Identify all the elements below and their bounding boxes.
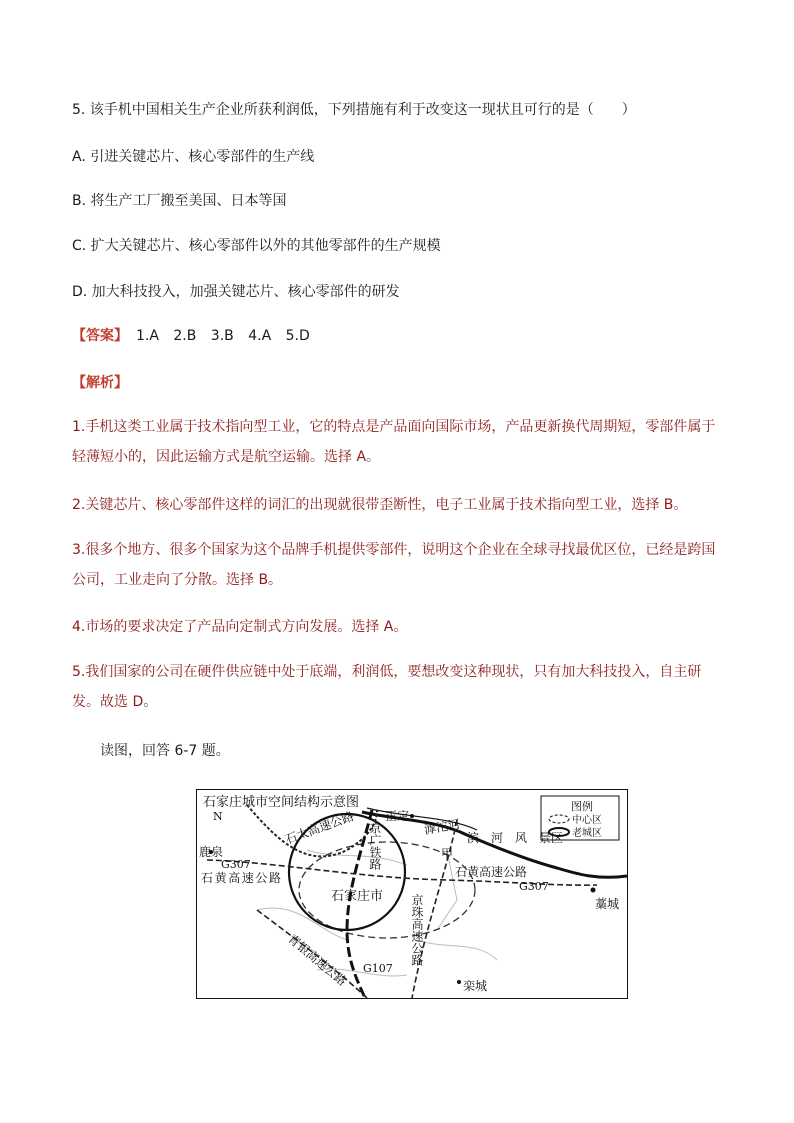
zhengding-dot — [410, 814, 414, 818]
map-intro: 读图，回答 6-7 题。 — [100, 743, 230, 759]
analysis-paragraph-5: 5.我们国家的公司在硬件供应链中处于底端，利润低，要想改变这种现状，只有加大科技投入，自主研发。故选 D。 — [72, 664, 702, 710]
answer-line — [72, 326, 310, 346]
option-c: C. 扩大关键芯片、核心零部件以外的其他零部件的生产规模 — [72, 238, 441, 254]
label-luancheng: 栾城 — [463, 979, 488, 993]
label-jia: 甲 — [441, 847, 454, 861]
analysis-paragraph-3: 3.很多个地方、很多个国家为这个品牌手机提供零部件，说明这个企业在全球寻找最优区位，已经是跨国公司，工业走向了分散。选择 B。 — [72, 542, 716, 588]
legend-title: 图例 — [571, 800, 593, 813]
label-qingyin: 青银高速公路 — [285, 931, 350, 989]
analysis-label: 【解析】 — [72, 375, 128, 391]
gaocheng-dot — [591, 888, 596, 893]
option-d: D. 加大科技投入，加强关键芯片、核心零部件的研发 — [72, 284, 400, 300]
label-shihuang-right: 石黄高速公路 — [455, 865, 528, 879]
analysis-paragraph-4: 4.市场的要求决定了产品向定制式方向发展。选择 A。 — [72, 619, 408, 635]
label-city: 石家庄市 — [331, 889, 384, 904]
label-g307-left: G307 — [221, 858, 251, 871]
label-luquan: 鹿泉 — [199, 845, 224, 859]
question-5-stem: 5. 该手机中国相关生产企业所获利润低，下列措施有利于改变这一现状且可行的是（ ） — [72, 102, 636, 118]
answer-label: 【答案】 — [72, 328, 128, 344]
label-gaocheng: 藁城 — [595, 897, 620, 911]
label-hutuo: 滹沱河 — [423, 816, 461, 837]
north-label: N — [213, 810, 223, 823]
city-structure-map — [196, 789, 628, 999]
legend-oldcity: 老城区 — [572, 828, 602, 839]
option-a: A. 引进关键芯片、核心零部件的生产线 — [72, 149, 315, 165]
analysis-paragraph-2: 2.关键芯片、核心零部件这样的词汇的出现就很带歪断性，电子工业属于技术指向型工业，选择 B。 — [72, 497, 688, 513]
label-shihuang-left: 石黄高速公路 — [201, 871, 281, 885]
label-binhe: 滨 河 风 景区 — [467, 831, 564, 845]
label-g107: G107 — [363, 962, 393, 975]
map-title: 石家庄城市空间结构示意图 — [203, 795, 360, 810]
minor-road — [257, 908, 347, 940]
label-jingguang: 京广铁路 — [368, 822, 382, 870]
label-g307-right: G307 — [519, 880, 549, 893]
map-drawing — [197, 790, 627, 998]
answer-value: 1.A 2.B 3.B 4.A 5.D — [136, 328, 310, 344]
analysis-paragraph-1: 1.手机这类工业属于技术指向型工业，它的特点是产品面向国际市场，产品更新换代周期短，零部件属于轻薄短小的，因此运输方式是航空运输。选择 A。 — [72, 419, 716, 465]
minor-road — [437, 850, 457, 930]
option-b: B. 将生产工厂搬至美国、日本等国 — [72, 193, 287, 209]
label-zhengding: 正定 — [385, 809, 410, 823]
label-jingzhu: 京珠高速公路 — [410, 894, 424, 966]
minor-road — [417, 940, 497, 960]
luancheng-dot — [457, 980, 461, 984]
label-shitai: 石太高速公路 — [283, 809, 356, 847]
legend-central: 中心区 — [572, 815, 602, 826]
